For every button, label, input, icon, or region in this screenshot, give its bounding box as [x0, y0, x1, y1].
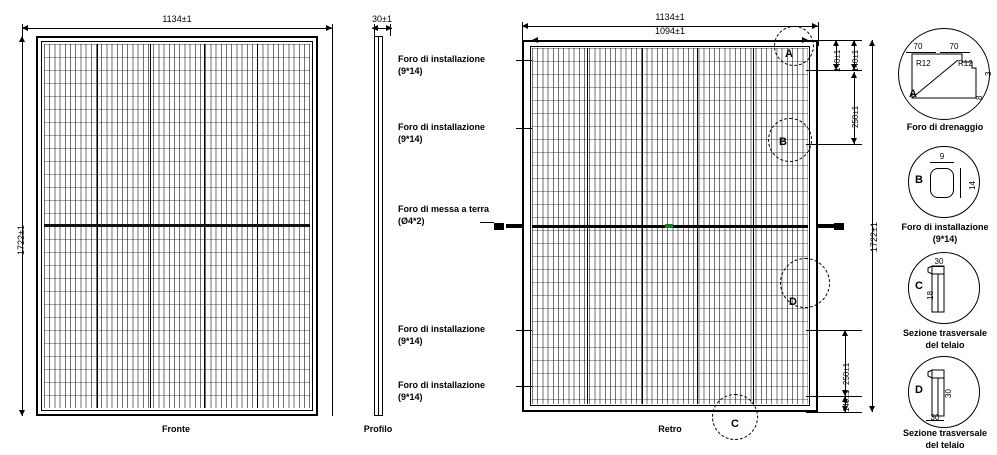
callout-circle-a: [774, 26, 814, 66]
profile-dim-arrow-right: [386, 25, 392, 31]
detail-a-dim-r12b: R12: [958, 59, 973, 68]
detail-d-caption-line1: Sezione trasversale: [902, 428, 988, 438]
callout-label-d: D: [789, 296, 797, 308]
callout-label-a: A: [785, 48, 793, 60]
back-dim-140-top-label: 140±1: [833, 49, 842, 72]
annotation-install-hole-2-sub: (9*14): [398, 134, 423, 144]
leader-line-install-hole-4: [516, 386, 532, 387]
detail-a-dim-70b-line: [940, 52, 970, 53]
back-dim-250-top-label: 250±1: [851, 105, 860, 128]
callout-label-c: C: [731, 418, 739, 430]
back-right-cable: [818, 224, 834, 228]
detail-b-dim-14: 14: [968, 181, 977, 190]
back-height-label: 1722±1: [869, 222, 879, 252]
detail-b-letter: B: [915, 174, 923, 186]
annotation-install-hole-2-title: Foro di installazione: [398, 122, 486, 132]
back-left-cable: [506, 224, 522, 228]
front-ext-line-right: [332, 24, 333, 416]
back-dim-140-bottom-label: 140±1: [842, 389, 851, 412]
leader-line-install-hole-2: [516, 128, 532, 129]
annotation-ground-hole-sub: (Ø4*2): [398, 216, 425, 226]
front-width-dimline: [22, 28, 332, 29]
back-dim-ext-top-2: [806, 70, 862, 71]
detail-c-caption-line2: del telaio: [925, 340, 965, 350]
detail-a-letter: A: [909, 88, 917, 100]
detail-c-caption-line1: Sezione trasversale: [902, 328, 988, 338]
detail-a-dim-8: 8: [975, 95, 984, 100]
annotation-install-hole-3-title: Foro di installazione: [398, 324, 486, 334]
front-height-label: 1722±1: [16, 225, 26, 255]
detail-a-dim-3: 3: [984, 71, 993, 76]
detail-a-dim-70b: 70: [949, 42, 959, 51]
detail-c-dim-18: 18: [926, 291, 935, 300]
back-dim-ext-bot-1: [806, 330, 862, 331]
back-dim-250-bottom-label: 250±1: [842, 362, 851, 385]
detail-d-dim-30-horizontal: 30: [930, 413, 940, 422]
front-view-caption: Fronte: [162, 424, 190, 434]
detail-a-dim-r12a: R12: [916, 59, 931, 68]
leader-line-ground-hole: [480, 222, 494, 223]
detail-d-dim-30-vertical: 30: [944, 389, 953, 398]
leader-line-install-hole-1: [516, 60, 532, 61]
profile-ext-line-left: [374, 24, 375, 36]
annotation-ground-hole-title: Foro di messa a terra: [398, 204, 490, 214]
annotation-install-hole-1-sub: (9*14): [398, 66, 423, 76]
callout-label-b: B: [779, 136, 787, 148]
back-inner-width-label: 1094±1: [655, 26, 685, 36]
detail-b-caption-line2: (9*14): [932, 234, 958, 244]
detail-a-dim-70a-line: [906, 52, 936, 53]
back-height-arrow-down: [869, 406, 875, 412]
profile-view-caption: Profilo: [363, 424, 393, 434]
detail-c-dim-30: 30: [934, 257, 944, 266]
annotation-install-hole-4-sub: (9*14): [398, 392, 423, 402]
back-left-connector: [494, 223, 504, 230]
back-ground-point: [665, 224, 673, 228]
front-center-busbar: [44, 224, 310, 227]
callout-circle-b: [768, 118, 812, 162]
detail-a-caption: Foro di drenaggio: [906, 122, 984, 132]
front-width-label: 1134±1: [162, 14, 192, 24]
back-dim-ext-top-1: [806, 40, 862, 41]
profile-frame-midline: [378, 36, 379, 416]
detail-b-hole-shape: [930, 168, 954, 198]
back-outer-width-label: 1134±1: [655, 12, 685, 22]
front-height-arrow-down: [19, 410, 25, 416]
annotation-install-hole-4-title: Foro di installazione: [398, 380, 486, 390]
detail-b-dim-9-line: [930, 162, 954, 163]
back-dim-140-top2-label: 140±1: [851, 49, 860, 72]
callout-circle-c: [712, 394, 758, 440]
profile-ext-line-right: [390, 24, 391, 36]
annotation-install-hole-1-title: Foro di installazione: [398, 54, 486, 64]
front-height-arrow-up: [19, 36, 25, 42]
detail-b-dim-14-line: [960, 168, 961, 198]
detail-a-dim-70a: 70: [913, 42, 923, 51]
detail-b-dim-9: 9: [939, 152, 945, 161]
back-height-arrow-up: [869, 40, 875, 46]
back-dim-ext-top-3: [806, 144, 862, 145]
annotation-install-hole-3-sub: (9*14): [398, 336, 423, 346]
back-ext-line-outer-right: [818, 22, 819, 46]
back-dim-ext-bot-2: [806, 396, 862, 397]
detail-c-letter: C: [915, 280, 923, 292]
back-dim-ext-bot-3: [806, 412, 862, 413]
detail-d-letter: D: [915, 384, 923, 396]
back-right-connector: [834, 223, 844, 230]
detail-d-caption-line2: del telaio: [925, 440, 965, 450]
back-dim-250-bottom-arrow-up: [842, 330, 848, 336]
profile-thickness-label: 30±1: [372, 14, 392, 24]
profile-dim-arrow-left: [372, 25, 378, 31]
leader-line-install-hole-3: [516, 330, 532, 331]
back-dim-250-top-arrow-up: [851, 72, 857, 78]
detail-b-caption-line1: Foro di installazione: [901, 222, 989, 232]
back-view-caption: Retro: [658, 424, 682, 434]
